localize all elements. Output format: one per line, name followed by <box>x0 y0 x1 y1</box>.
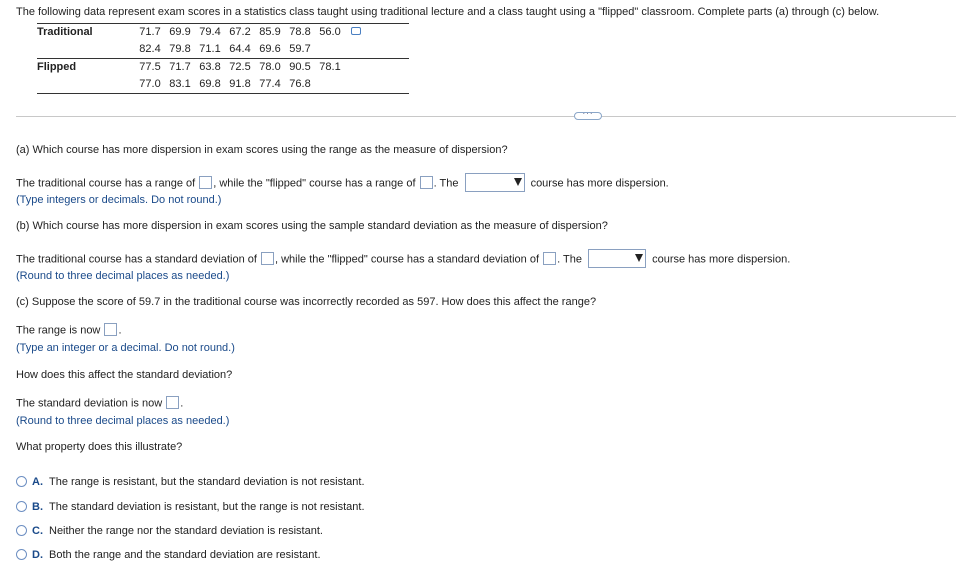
score-cell: 69.8 <box>199 78 221 90</box>
section-divider <box>16 116 956 117</box>
part-b-course-dropdown[interactable] <box>588 249 646 268</box>
expand-more-button[interactable] <box>574 109 602 120</box>
traditional-label: Traditional <box>37 24 137 42</box>
ellipsis-icon: ··· <box>582 109 594 118</box>
range-hint: (Type an integer or a decimal. Do not round.) <box>16 342 235 354</box>
copy-data-icon[interactable] <box>351 27 361 35</box>
scores-table <box>37 23 409 94</box>
part-b-hint: (Round to three decimal places as needed.) <box>16 270 230 282</box>
score-cell: 91.8 <box>229 78 251 90</box>
score-cell: 78.1 <box>319 61 341 73</box>
part-b-question: (b) Which course has more dispersion in exam scores using the sample standard deviation as the measure of dispersion? <box>16 220 608 232</box>
score-cell: 82.4 <box>139 43 161 55</box>
part-a-hint: (Type integers or decimals. Do not round.) <box>16 194 222 206</box>
score-cell: 71.1 <box>199 43 221 55</box>
dropdown-arrow-icon <box>514 178 522 186</box>
sd-now-line: The standard deviation is now . <box>16 397 184 410</box>
radio-button[interactable] <box>16 549 27 560</box>
radio-button[interactable] <box>16 476 27 487</box>
score-cell: 76.8 <box>289 78 311 90</box>
sd-hint: (Round to three decimal places as needed.) <box>16 415 230 427</box>
score-cell: 59.7 <box>289 43 311 55</box>
score-cell: 77.0 <box>139 78 161 90</box>
flipped-range-input[interactable] <box>420 176 433 189</box>
table-row <box>37 76 409 94</box>
flipped-row-2 <box>137 76 409 94</box>
option-a[interactable]: A. The range is resistant, but the standard deviation is not resistant. <box>16 476 365 488</box>
part-c-question: (c) Suppose the score of 59.7 in the traditional course was incorrectly recorded as 597. How does this affect the range? <box>16 296 597 308</box>
dropdown-arrow-icon <box>635 254 643 262</box>
new-sd-input[interactable] <box>166 396 179 409</box>
score-cell: 63.8 <box>199 61 221 73</box>
table-row <box>37 59 409 77</box>
radio-button[interactable] <box>16 501 27 512</box>
flipped-label: Flipped <box>37 61 77 73</box>
score-cell: 78.8 <box>289 26 311 38</box>
sd-question: How does this affect the standard deviation? <box>16 369 233 381</box>
option-d[interactable]: D. Both the range and the standard deviation are resistant. <box>16 549 321 561</box>
traditional-row-2 <box>137 41 409 59</box>
radio-button[interactable] <box>16 525 27 536</box>
score-cell: 72.5 <box>229 61 251 73</box>
traditional-row-1 <box>137 24 409 42</box>
option-b[interactable]: B. The standard deviation is resistant, but the range is not resistant. <box>16 501 365 513</box>
traditional-range-input[interactable] <box>199 176 212 189</box>
score-cell: 71.7 <box>169 61 191 73</box>
score-cell: 69.9 <box>169 26 191 38</box>
new-range-input[interactable] <box>104 323 117 336</box>
score-cell: 77.5 <box>139 61 161 73</box>
score-cell: 78.0 <box>259 61 281 73</box>
table-row <box>37 24 409 42</box>
range-now-line: The range is now . <box>16 324 122 337</box>
part-b-answer-line: The traditional course has a standard deviation of , while the "flipped" course has a standard deviation of . The course has more dispersion. <box>16 250 790 269</box>
score-cell: 56.0 <box>319 26 341 38</box>
score-cell: 85.9 <box>259 26 281 38</box>
score-cell: 64.4 <box>229 43 251 55</box>
flipped-row-1 <box>137 59 409 77</box>
traditional-sd-input[interactable] <box>261 252 274 265</box>
score-cell: 90.5 <box>289 61 311 73</box>
part-a-question: (a) Which course has more dispersion in exam scores using the range as the measure of dispersion? <box>16 144 508 156</box>
score-cell: 83.1 <box>169 78 191 90</box>
score-cell: 79.4 <box>199 26 221 38</box>
flipped-sd-input[interactable] <box>543 252 556 265</box>
part-a-answer-line: The traditional course has a range of , while the "flipped" course has a range of . The course has more dispersion. <box>16 174 669 193</box>
score-cell: 67.2 <box>229 26 251 38</box>
score-cell: 69.6 <box>259 43 281 55</box>
option-c[interactable]: C. Neither the range nor the standard deviation is resistant. <box>16 525 323 537</box>
score-cell: 77.4 <box>259 78 281 90</box>
problem-intro: The following data represent exam scores in a statistics class taught using traditional lecture and a class taught using a "flipped" classroom. Complete parts (a) through (c) below. <box>16 6 880 18</box>
property-question: What property does this illustrate? <box>16 441 183 453</box>
part-a-course-dropdown[interactable] <box>465 173 525 192</box>
table-row <box>37 41 409 59</box>
score-cell: 79.8 <box>169 43 191 55</box>
score-cell: 71.7 <box>139 26 161 38</box>
